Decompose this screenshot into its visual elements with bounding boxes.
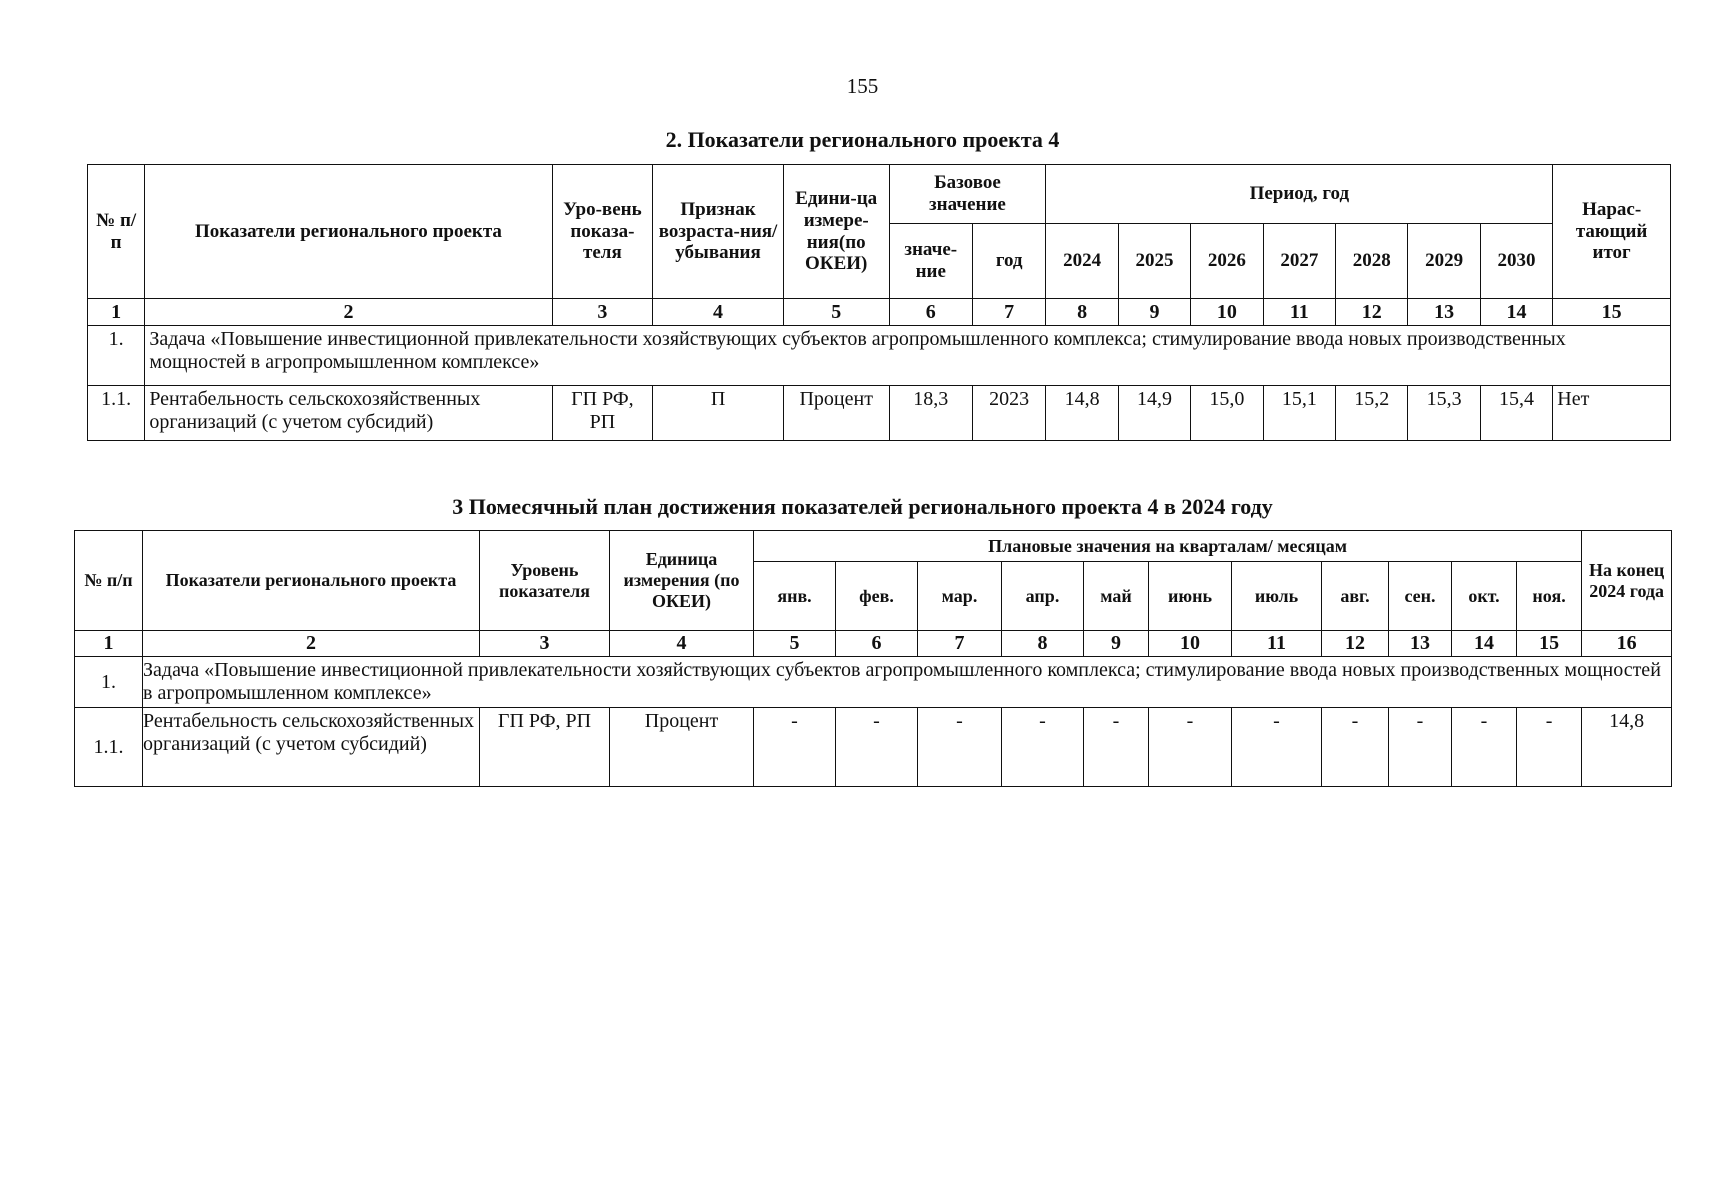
header-month: окт.	[1452, 562, 1517, 631]
column-number: 7	[972, 299, 1045, 326]
column-number: 11	[1263, 299, 1335, 326]
header-month: май	[1084, 562, 1149, 631]
column-number: 14	[1480, 299, 1552, 326]
header-year: 2030	[1480, 224, 1552, 299]
indicator-year-value: 15,4	[1480, 386, 1552, 441]
task-row	[88, 326, 1671, 386]
indicator-year-value: 14,9	[1118, 386, 1190, 441]
header-year: 2024	[1046, 224, 1118, 299]
column-number: 14	[1452, 631, 1517, 657]
header-month: фев.	[836, 562, 918, 631]
indicator-level: ГП РФ, РП	[552, 386, 653, 441]
column-number: 4	[610, 631, 754, 657]
month-value: -	[1517, 708, 1582, 787]
header-end-of-year: На конец 2024 года	[1582, 531, 1672, 631]
page-number: 155	[846, 74, 879, 98]
header-year: 2027	[1263, 224, 1335, 299]
month-value: -	[836, 708, 918, 787]
month-value: -	[1452, 708, 1517, 787]
header-indicator: Показатели регионального проекта	[143, 531, 480, 631]
indicator-num: 1.1.	[75, 708, 143, 787]
column-number: 11	[1232, 631, 1322, 657]
header-unit: Едини-ца измере-ния(по ОКЕИ)	[783, 165, 889, 299]
column-number: 15	[1553, 299, 1671, 326]
section2-title: 2. Показатели регионального проекта 4	[665, 127, 1060, 152]
column-number: 5	[754, 631, 836, 657]
indicator-base-value: 18,3	[889, 386, 972, 441]
header-planned: Плановые значения на кварталам/ месяцам	[754, 531, 1582, 562]
month-value: -	[1002, 708, 1084, 787]
indicator-cumulative: Нет	[1553, 386, 1671, 441]
indicators-table	[87, 164, 1671, 441]
header-num: № п/п	[88, 165, 145, 299]
header-month: апр.	[1002, 562, 1084, 631]
indicator-name: Рентабельность сельскохозяйственных организаций (с учетом субсидий)	[145, 386, 552, 441]
column-number: 1	[88, 299, 145, 326]
column-number: 9	[1118, 299, 1190, 326]
indicator-year-value: 15,1	[1263, 386, 1335, 441]
header-indicator: Показатели регионального проекта	[145, 165, 552, 299]
indicator-row	[88, 386, 1671, 441]
indicator-unit: Процент	[610, 708, 754, 787]
column-number: 16	[1582, 631, 1672, 657]
column-numbers-row	[88, 299, 1671, 326]
header-base: Базовое значение	[889, 165, 1046, 224]
header-level: Уро-вень показа-теля	[552, 165, 653, 299]
column-number: 2	[145, 299, 552, 326]
column-number: 1	[75, 631, 143, 657]
header-month: июнь	[1149, 562, 1232, 631]
indicator-level: ГП РФ, РП	[480, 708, 610, 787]
section3-title: 3 Помесячный план достижения показателей регионального проекта 4 в 2024 году	[452, 494, 1273, 519]
header-month: авг.	[1322, 562, 1389, 631]
task-num: 1.	[88, 326, 145, 386]
indicator-year-value: 15,0	[1191, 386, 1263, 441]
month-value: -	[918, 708, 1002, 787]
month-value: -	[1084, 708, 1149, 787]
header-unit: Единица измерения (по ОКЕИ)	[610, 531, 754, 631]
column-number: 15	[1517, 631, 1582, 657]
header-year: 2028	[1336, 224, 1408, 299]
indicator-sign: П	[653, 386, 784, 441]
indicator-year-value: 14,8	[1046, 386, 1118, 441]
indicator-year-value: 15,3	[1408, 386, 1480, 441]
indicator-unit: Процент	[783, 386, 889, 441]
header-month: янв.	[754, 562, 836, 631]
column-number: 7	[918, 631, 1002, 657]
task-text: Задача «Повышение инвестиционной привлекательности хозяйствующих субъектов агропромышленного комплекса; стимулирование ввода новых производственных мощностей в агропромышленном комплексе»	[143, 657, 1672, 708]
column-number: 6	[889, 299, 972, 326]
column-number: 10	[1149, 631, 1232, 657]
indicator-num: 1.1.	[88, 386, 145, 441]
header-period: Период, год	[1046, 165, 1553, 224]
end-of-year-value: 14,8	[1582, 708, 1672, 787]
month-value: -	[1322, 708, 1389, 787]
column-number: 8	[1046, 299, 1118, 326]
column-number: 6	[836, 631, 918, 657]
header-base-year: год	[972, 224, 1045, 299]
column-number: 3	[480, 631, 610, 657]
indicator-year-value: 15,2	[1336, 386, 1408, 441]
column-number: 10	[1191, 299, 1263, 326]
column-number: 13	[1389, 631, 1452, 657]
indicator-base-year: 2023	[972, 386, 1045, 441]
header-month: сен.	[1389, 562, 1452, 631]
header-sign: Признак возраста-ния/ убывания	[653, 165, 784, 299]
header-level: Уровень показателя	[480, 531, 610, 631]
indicator-name: Рентабельность сельскохозяйственных организаций (с учетом субсидий)	[143, 708, 480, 787]
column-number: 3	[552, 299, 653, 326]
header-base-value: значе-ние	[889, 224, 972, 299]
month-value: -	[1232, 708, 1322, 787]
header-year: 2029	[1408, 224, 1480, 299]
column-number: 5	[783, 299, 889, 326]
monthly-plan-table	[74, 530, 1672, 787]
column-number: 12	[1322, 631, 1389, 657]
month-value: -	[754, 708, 836, 787]
column-number: 9	[1084, 631, 1149, 657]
column-numbers-row	[75, 631, 1672, 657]
header-year: 2026	[1191, 224, 1263, 299]
header-month: ноя.	[1517, 562, 1582, 631]
header-year: 2025	[1118, 224, 1190, 299]
month-value: -	[1149, 708, 1232, 787]
column-number: 12	[1336, 299, 1408, 326]
task-num: 1.	[75, 657, 143, 708]
month-value: -	[1389, 708, 1452, 787]
column-number: 8	[1002, 631, 1084, 657]
task-text: Задача «Повышение инвестиционной привлекательности хозяйствующих субъектов агропромышленного комплекса; стимулирование ввода новых производственных мощностей в агропромышленном комплексе»	[145, 326, 1671, 386]
header-month: июль	[1232, 562, 1322, 631]
column-number: 13	[1408, 299, 1480, 326]
header-num: № п/п	[75, 531, 143, 631]
header-month: мар.	[918, 562, 1002, 631]
header-cumulative: Нарас-тающий итог	[1553, 165, 1671, 299]
task-row	[75, 657, 1672, 708]
column-number: 4	[653, 299, 784, 326]
indicator-row	[75, 708, 1672, 787]
column-number: 2	[143, 631, 480, 657]
